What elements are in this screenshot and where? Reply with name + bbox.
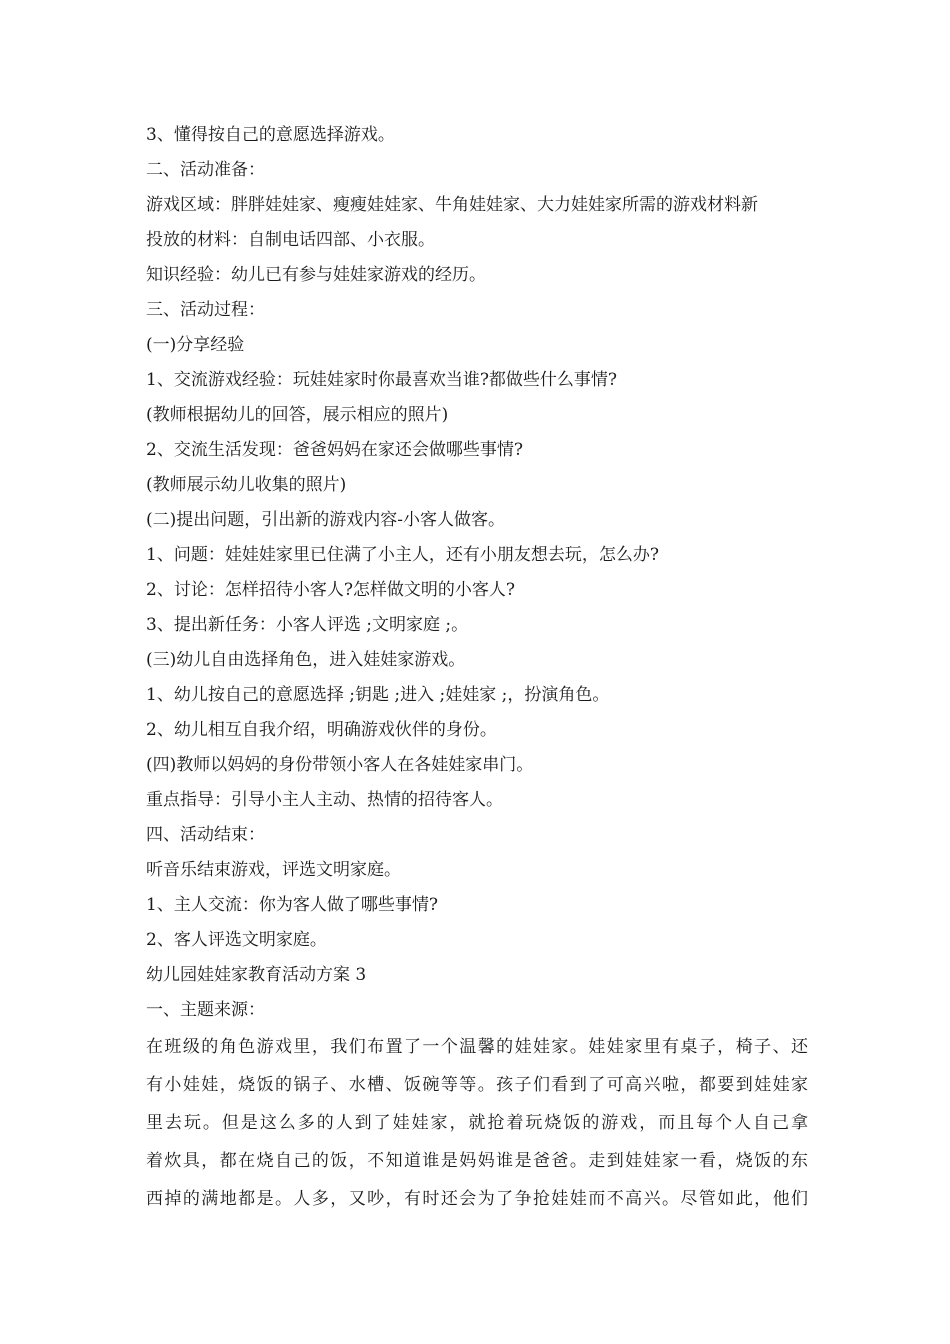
text-line: 游戏区域：胖胖娃娃家、瘦瘦娃娃家、牛角娃娃家、大力娃娃家所需的游戏材料新 [146, 195, 758, 215]
subsection-heading: (一)分享经验 [146, 335, 245, 355]
text-line: 2、幼儿相互自我介绍，明确游戏伙伴的身份。 [146, 720, 497, 740]
document-page [146, 118, 808, 1218]
paragraph-line: 有小娃娃，烧饭的锅子、水槽、饭碗等等。孩子们看到了可高兴啦，都要到娃娃家 [146, 1075, 808, 1095]
text-line: 1、主人交流：你为客人做了哪些事情? [146, 895, 438, 915]
text-line: 1、交流游戏经验：玩娃娃家时你最喜欢当谁?都做些什么事情? [146, 370, 618, 390]
paragraph-line: 着炊具，都在烧自己的饭，不知道谁是妈妈谁是爸爸。走到娃娃家一看，烧饭的东 [146, 1151, 808, 1171]
section-heading: 二、活动准备： [146, 160, 265, 180]
text-line: 听音乐结束游戏，评选文明家庭。 [146, 860, 401, 880]
section-heading: 一、主题来源： [146, 1000, 265, 1020]
text-line: 2、交流生活发现：爸爸妈妈在家还会做哪些事情? [146, 440, 523, 460]
text-line: 投放的材料：自制电话四部、小衣服。 [146, 230, 435, 250]
subsection-heading: (二)提出问题，引出新的游戏内容-小客人做客。 [146, 510, 506, 530]
text-line: 3、懂得按自己的意愿选择游戏。 [146, 125, 395, 145]
section-heading: 四、活动结束： [146, 825, 265, 845]
section-heading: 三、活动过程： [146, 300, 265, 320]
paragraph-line: 在班级的角色游戏里，我们布置了一个温馨的娃娃家。娃娃家里有桌子，椅子、还 [146, 1037, 808, 1057]
text-line: 1、幼儿按自己的意愿选择 ;钥匙 ;进入 ;娃娃家 ;，扮演角色。 [146, 685, 610, 705]
subsection-heading: (四)教师以妈妈的身份带领小客人在各娃娃家串门。 [146, 755, 534, 775]
text-line: (教师展示幼儿收集的照片) [146, 475, 347, 495]
paragraph-line: 里去玩。但是这么多的人到了娃娃家，就抢着玩烧饭的游戏，而且每个人自己拿 [146, 1113, 808, 1133]
paragraph-line: 西掉的满地都是。人多，又吵，有时还会为了争抢娃娃而不高兴。尽管如此，他们 [146, 1189, 808, 1209]
text-line: 2、讨论：怎样招待小客人?怎样做文明的小客人? [146, 580, 516, 600]
document-title: 幼儿园娃娃家教育活动方案 3 [146, 965, 367, 985]
subsection-heading: (三)幼儿自由选择角色，进入娃娃家游戏。 [146, 650, 466, 670]
body-paragraph [146, 1028, 808, 1218]
text-line: 2、客人评选文明家庭。 [146, 930, 327, 950]
text-line: 1、问题：娃娃娃家里已住满了小主人，还有小朋友想去玩，怎么办? [146, 545, 659, 565]
text-line: 重点指导：引导小主人主动、热情的招待客人。 [146, 790, 503, 810]
text-line: 知识经验：幼儿已有参与娃娃家游戏的经历。 [146, 265, 486, 285]
text-line: (教师根据幼儿的回答，展示相应的照片) [146, 405, 449, 425]
text-line: 3、提出新任务：小客人评选 ;文明家庭 ;。 [146, 615, 469, 635]
